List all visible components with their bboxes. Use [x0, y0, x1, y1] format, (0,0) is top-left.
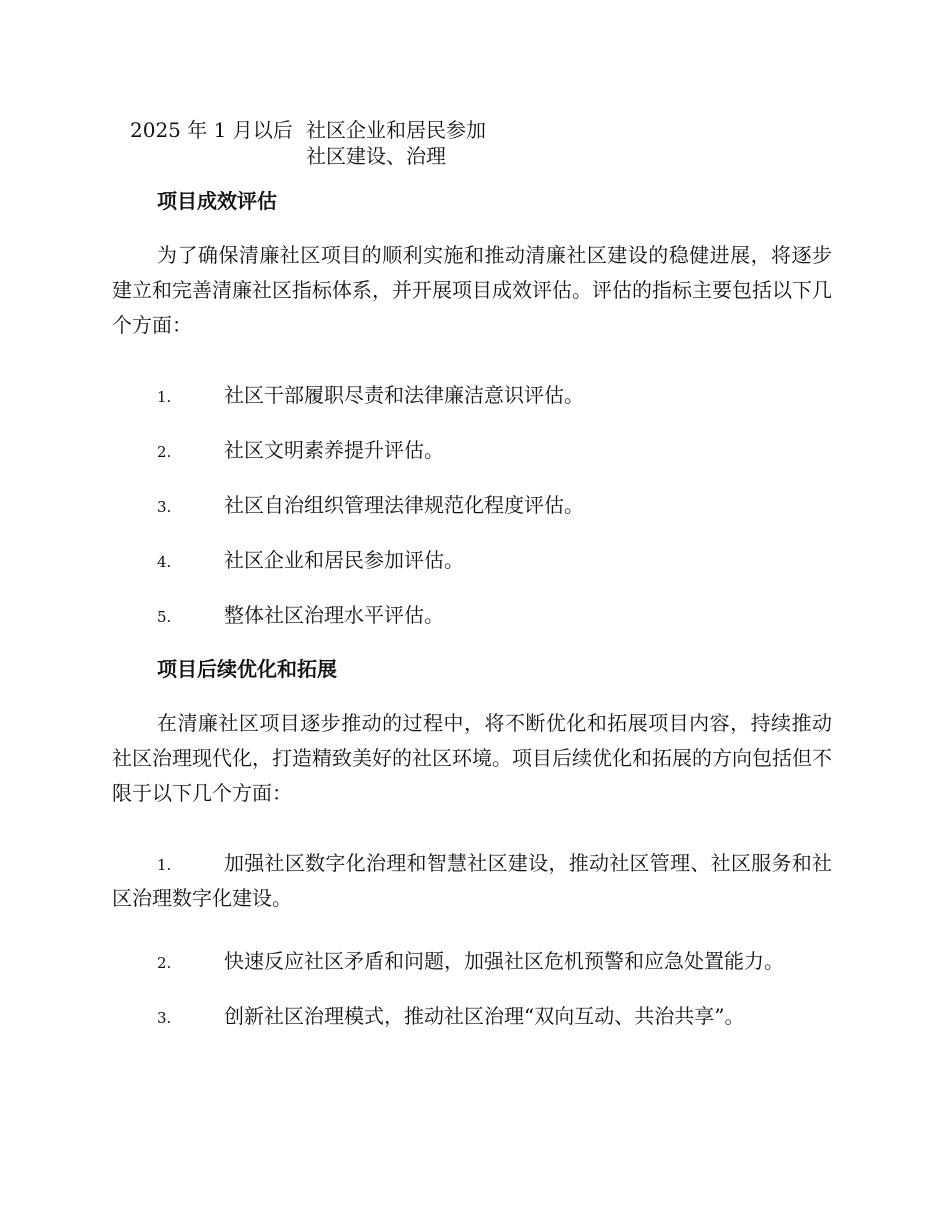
list-item-text: 加强社区数字化治理和智慧社区建设，推动社区管理、社区服务和社区治理数字化建设。: [112, 851, 832, 910]
section-heading-optimization: 项目后续优化和拓展: [157, 657, 337, 681]
list-item-number: 2.: [157, 443, 172, 461]
list-item-number: 1.: [157, 856, 172, 874]
optimization-paragraph: 在清廉社区项目逐步推动的过程中，将不断优化和拓展项目内容，持续推动社区治理现代化，打造精致美好的社区环境。项目后续优化和拓展的方向包括但不限于以下几个方面：: [112, 711, 832, 805]
timeline-date: 2025 年 1 月以后: [130, 118, 293, 142]
list-item-text: 社区文明素养提升评估。: [224, 438, 444, 462]
timeline-desc-line-2: 社区建设、治理: [306, 144, 446, 168]
evaluation-list-item: [112, 433, 832, 468]
list-item-text: 社区干部履职尽责和法律廉洁意识评估。: [224, 383, 584, 407]
timeline-description: [306, 117, 486, 169]
optimization-list-item: [112, 846, 832, 916]
evaluation-list-item: [112, 378, 832, 413]
list-item-text: 社区企业和居民参加评估。: [224, 548, 464, 572]
optimization-list-item: [112, 944, 832, 979]
evaluation-paragraph: 为了确保清廉社区项目的顺利实施和推动清廉社区建设的稳健进展，将逐步建立和完善清廉社区指标体系，并开展项目成效评估。评估的指标主要包括以下几个方面：: [112, 243, 832, 337]
evaluation-list-item: [112, 543, 832, 578]
list-item-text: 创新社区治理模式，推动社区治理“双向互动、共治共享”。: [224, 1004, 745, 1028]
optimization-list-item: [112, 999, 832, 1034]
list-item-number: 1.: [157, 388, 172, 406]
list-item-text: 社区自治组织管理法律规范化程度评估。: [224, 493, 584, 517]
evaluation-list-item: [112, 598, 832, 633]
list-item-number: 2.: [157, 954, 172, 972]
list-item-text: 整体社区治理水平评估。: [224, 603, 444, 627]
list-item-number: 5.: [157, 608, 172, 626]
timeline-row: [130, 117, 486, 169]
list-item-number: 4.: [157, 553, 172, 571]
list-item-number: 3.: [157, 498, 172, 516]
section-heading-evaluation: 项目成效评估: [157, 189, 277, 213]
timeline-desc-line-1: 社区企业和居民参加: [306, 118, 486, 142]
list-item-number: 3.: [157, 1009, 172, 1027]
list-item-text: 快速反应社区矛盾和问题，加强社区危机预警和应急处置能力。: [224, 949, 784, 973]
evaluation-list-item: [112, 488, 832, 523]
